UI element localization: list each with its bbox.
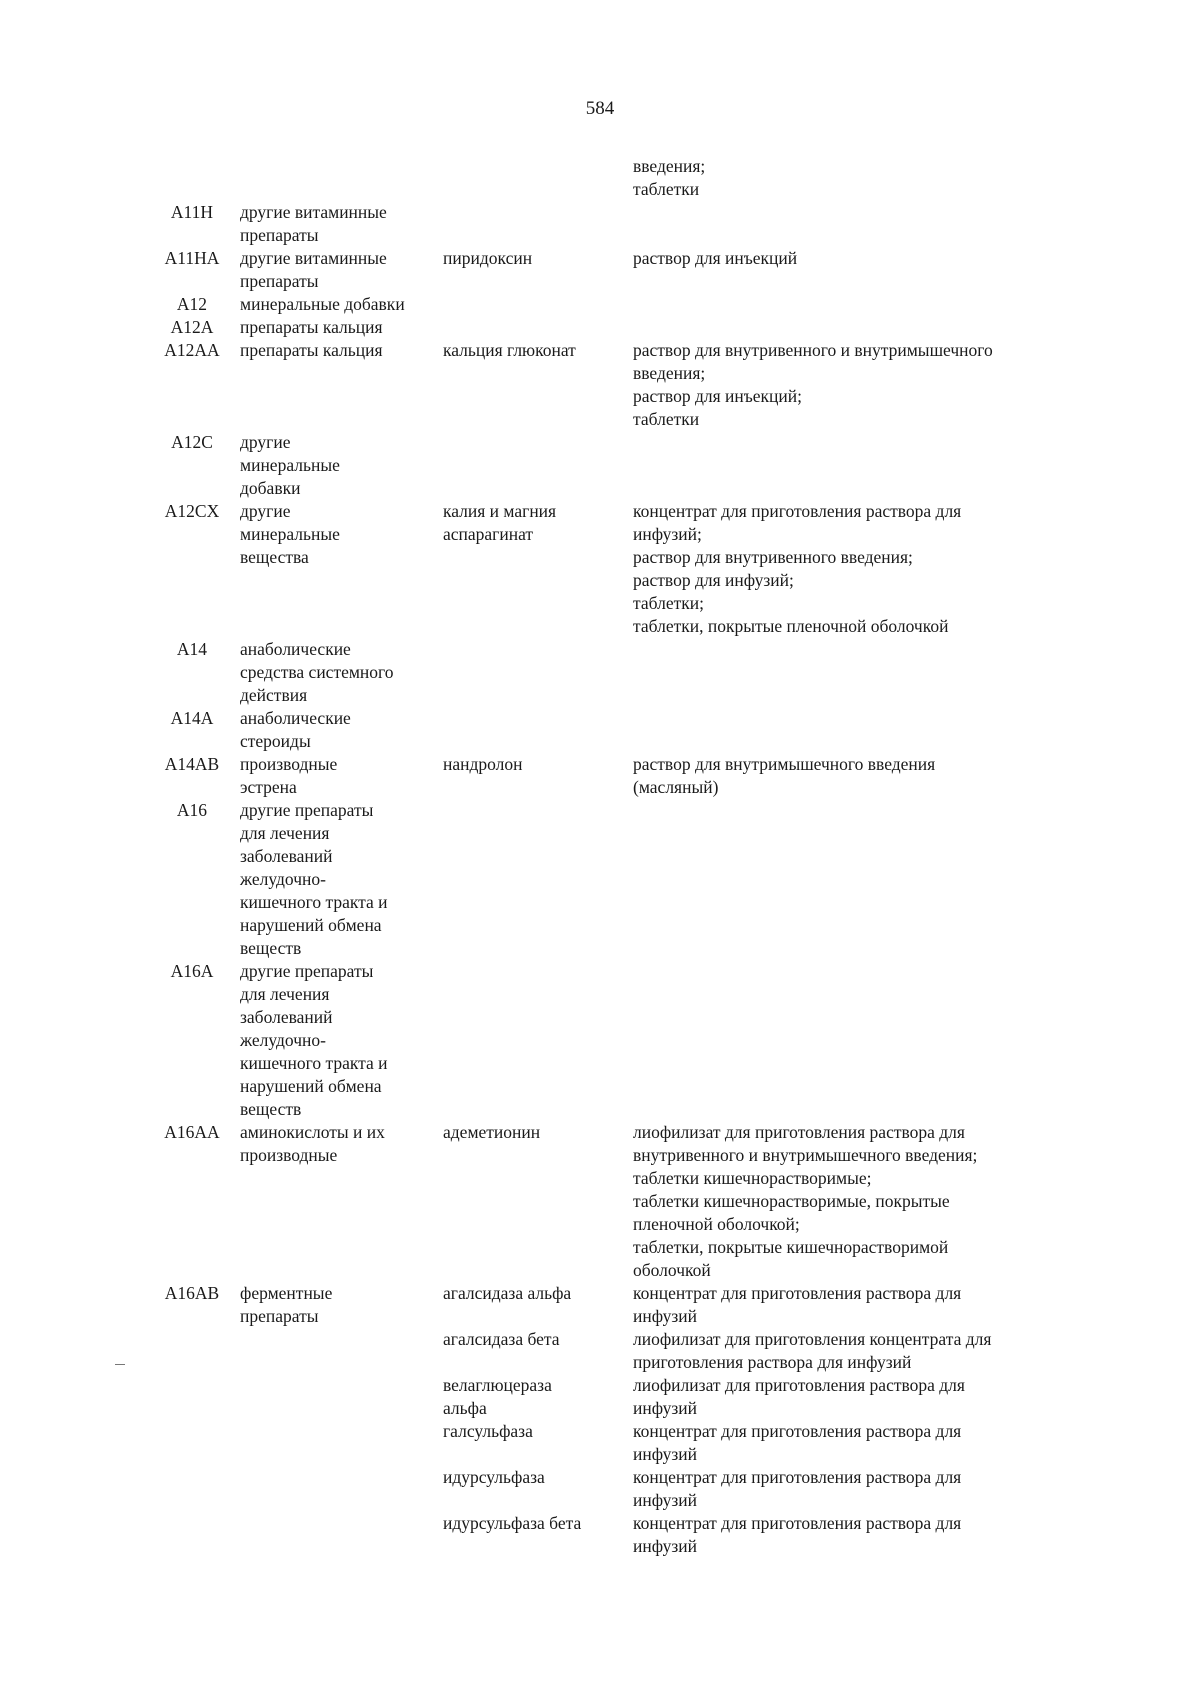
- pharmacological-group: другие препараты для лечения заболеваний желудочно- кишечного тракта и нарушений обмена веществ: [240, 961, 388, 1119]
- table-row: [0, 638, 1200, 707]
- pharmacological-group: препараты кальция: [240, 317, 383, 337]
- substance-list: [435, 247, 1059, 270]
- substance-list: [435, 1121, 1059, 1282]
- substance-entry: [435, 500, 1059, 638]
- pharmacological-group: другие минеральные добавки: [240, 432, 340, 498]
- substance-name: идурсульфаза бета: [443, 1513, 582, 1533]
- margin-mark: [115, 1364, 125, 1365]
- pharmacological-group: другие витаминные препараты: [240, 248, 387, 291]
- pharmacological-group: аминокислоты и их производные: [240, 1122, 385, 1165]
- pharmacological-group: производные эстрена: [240, 754, 338, 797]
- dosage-form: раствор для инъекций: [633, 248, 798, 268]
- dosage-form: концентрат для приготовления раствора для инфузий: [633, 1513, 962, 1556]
- atc-code: A14A: [170, 708, 214, 728]
- dosage-form: раствор для внутривенного и внутримышечного введения; раствор для инъекций; таблетки: [633, 340, 993, 429]
- substance-entry: [435, 1512, 1059, 1558]
- atc-code: A12AA: [164, 340, 220, 360]
- atc-code: A16: [176, 800, 208, 820]
- dosage-form: введения; таблетки: [633, 156, 706, 199]
- substance-entry: [435, 1328, 1059, 1374]
- substance-list: [435, 500, 1059, 638]
- atc-code-cell: [0, 431, 232, 454]
- substance-name: кальция глюконат: [443, 340, 576, 360]
- atc-code-cell: [0, 960, 232, 983]
- table-row: [0, 1121, 1200, 1282]
- table-row: [0, 431, 1200, 500]
- atc-code: A12CX: [164, 501, 220, 521]
- table-row: [0, 1282, 1200, 1558]
- table-row: [0, 753, 1200, 799]
- table-row: [0, 293, 1200, 316]
- substance-name: адеметионин: [443, 1122, 541, 1142]
- atc-code: A14AB: [164, 754, 220, 774]
- substance-entry: [435, 247, 1059, 270]
- dosage-form: концентрат для приготовления раствора для инфузий: [633, 1467, 962, 1510]
- table-row: [0, 247, 1200, 293]
- substance-entry: [435, 1282, 1059, 1328]
- page-number: 584: [585, 98, 615, 119]
- atc-code: A12: [176, 294, 208, 314]
- substance-name: идурсульфаза: [443, 1467, 545, 1487]
- atc-code-cell: [0, 316, 232, 339]
- pharmacological-group: ферментные препараты: [240, 1283, 333, 1326]
- atc-code-cell: [0, 1282, 232, 1305]
- substance-entry: [435, 339, 1059, 431]
- substance-entry: [435, 753, 1059, 799]
- table-row: [0, 201, 1200, 247]
- substance-name: велаглюцераза альфа: [443, 1375, 552, 1418]
- substance-name: агалсидаза альфа: [443, 1283, 572, 1303]
- pharmacological-group: другие препараты для лечения заболеваний желудочно- кишечного тракта и нарушений обмена веществ: [240, 800, 388, 958]
- pharmacological-group: препараты кальция: [240, 340, 383, 360]
- table-row: [0, 500, 1200, 638]
- substance-name: галсульфаза: [443, 1421, 533, 1441]
- substance-entry: [435, 155, 1059, 201]
- atc-code-cell: [0, 707, 232, 730]
- substance-name: пиридоксин: [443, 248, 533, 268]
- substance-name: нандролон: [443, 754, 523, 774]
- dosage-form: лиофилизат для приготовления раствора для инфузий: [633, 1375, 965, 1418]
- dosage-form: концентрат для приготовления раствора для инфузий: [633, 1283, 962, 1326]
- atc-code: A11HA: [164, 248, 220, 268]
- dosage-form: концентрат для приготовления раствора для инфузий; раствор для внутривенного введения; раствор для инфузий; таблетки; таблетки, покрытые пленочной оболочкой: [633, 501, 962, 636]
- substance-name: калия и магния аспарагинат: [443, 501, 557, 544]
- substance-list: [435, 753, 1059, 799]
- atc-code-cell: [0, 339, 232, 362]
- substance-list: [435, 1282, 1059, 1558]
- atc-code: A16AB: [164, 1283, 220, 1303]
- atc-code-cell: [0, 201, 232, 224]
- table-row: [0, 799, 1200, 960]
- atc-code-cell: [0, 293, 232, 316]
- pharmacological-group: минеральные добавки: [240, 294, 405, 314]
- substance-entry: [435, 1374, 1059, 1420]
- substance-entry: [435, 1420, 1059, 1466]
- atc-code: A16A: [170, 961, 214, 981]
- atc-code-cell: [0, 753, 232, 776]
- atc-code-cell: [0, 638, 232, 661]
- dosage-form: раствор для внутримышечного введения (масляный): [633, 754, 936, 797]
- table-row: [0, 339, 1200, 431]
- dosage-form: лиофилизат для приготовления концентрата для приготовления раствора для инфузий: [633, 1329, 992, 1372]
- atc-code-cell: [0, 1121, 232, 1144]
- drug-classification-table: [0, 155, 1200, 1558]
- atc-code-cell: [0, 155, 232, 178]
- atc-code: A14: [176, 639, 208, 659]
- atc-code: A11H: [170, 202, 214, 222]
- pharmacological-group: другие витаминные препараты: [240, 202, 387, 245]
- substance-name: агалсидаза бета: [443, 1329, 560, 1349]
- atc-code: A16AA: [164, 1122, 220, 1142]
- substance-list: [435, 339, 1059, 431]
- table-row: [0, 155, 1200, 201]
- atc-code: A12A: [170, 317, 214, 337]
- atc-code-cell: [0, 500, 232, 523]
- atc-code-cell: [0, 799, 232, 822]
- substance-entry: [435, 1121, 1059, 1282]
- table-row: [0, 960, 1200, 1121]
- atc-code: A12C: [171, 432, 213, 452]
- substance-entry: [435, 1466, 1059, 1512]
- pharmacological-group: анаболические стероиды: [240, 708, 351, 751]
- table-row: [0, 316, 1200, 339]
- pharmacological-group: анаболические средства системного действия: [240, 639, 394, 705]
- dosage-form: концентрат для приготовления раствора для инфузий: [633, 1421, 962, 1464]
- pharmacological-group: другие минеральные вещества: [240, 501, 340, 567]
- table-row: [0, 707, 1200, 753]
- substance-list: [435, 155, 1059, 201]
- dosage-form: лиофилизат для приготовления раствора для внутривенного и внутримышечного введения; таблетки кишечнорастворимые; таблетки кишечнорастворимые, покрытые пленочной оболочкой; таблетки, покрытые кишечнорастворимой оболочкой: [633, 1122, 978, 1280]
- atc-code-cell: [0, 247, 232, 270]
